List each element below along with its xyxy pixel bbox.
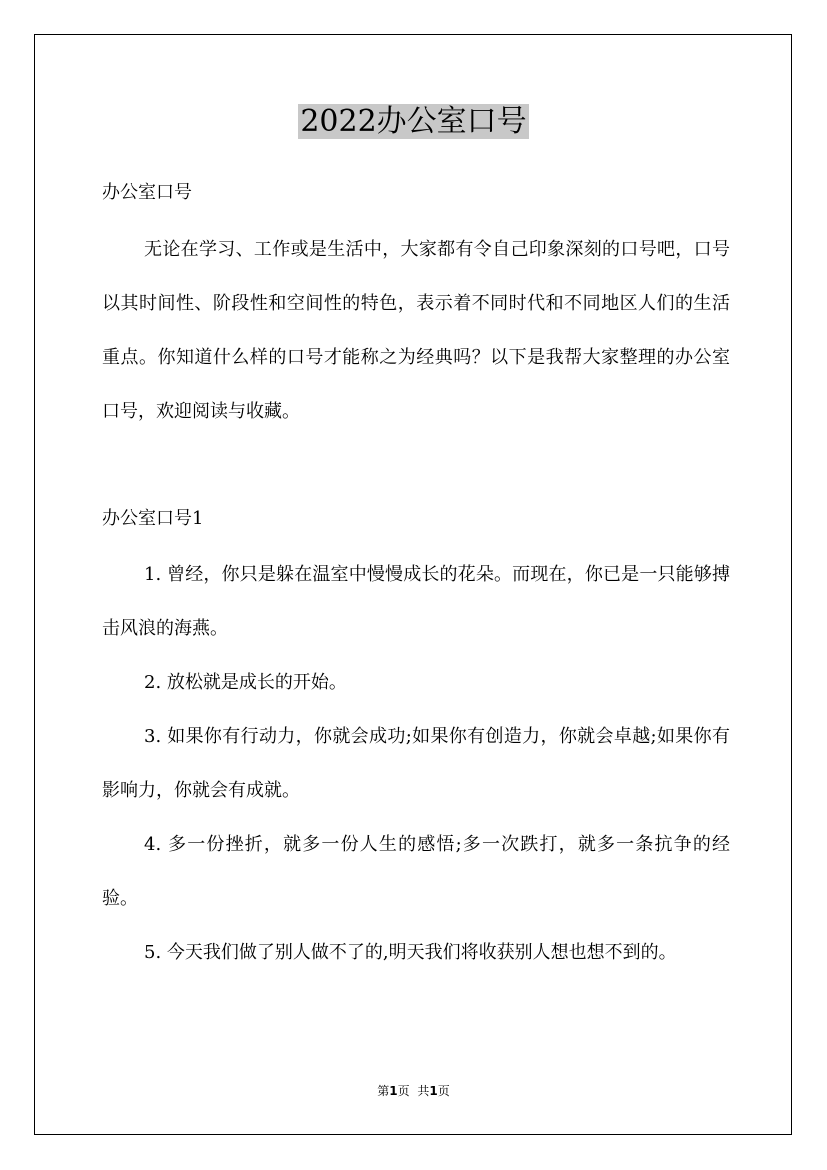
footer-total-prefix: 共 bbox=[417, 1084, 430, 1098]
slogan-item-5: 5. 今天我们做了别人做不了的,明天我们将收获别人想也想不到的。 bbox=[144, 942, 677, 963]
intro-heading: 办公室口号 bbox=[102, 182, 192, 203]
slogan-item-4: 4. 多一份挫折，就多一份人生的感悟;多一次跌打，就多一条抗争的经验。 bbox=[102, 834, 730, 909]
page-footer bbox=[0, 1082, 827, 1099]
slogan-item-2: 2. 放松就是成长的开始。 bbox=[144, 672, 347, 693]
document-title bbox=[0, 101, 827, 143]
footer-page-number: 1 bbox=[389, 1084, 398, 1098]
footer-total-number: 1 bbox=[429, 1084, 438, 1098]
slogan-list bbox=[102, 548, 730, 980]
document-title-text: 2022办公室口号 bbox=[300, 104, 527, 139]
footer-total-suffix: 页 bbox=[437, 1084, 450, 1098]
slogan-item-3: 3. 如果你有行动力，你就会成功;如果你有创造力，你就会卓越;如果你有影响力，你就会有成就。 bbox=[102, 726, 730, 801]
footer-page-suffix: 页 bbox=[397, 1084, 410, 1098]
intro-paragraph: 无论在学习、工作或是生活中，大家都有令自己印象深刻的口号吧，口号以其时间性、阶段性和空间性的特色，表示着不同时代和不同地区人们的生活重点。你知道什么样的口号才能称之为经典吗？以下是我帮大家整理的办公室口号，欢迎阅读与收藏。 bbox=[102, 239, 730, 422]
section-heading: 办公室口号1 bbox=[102, 508, 204, 529]
intro-block bbox=[102, 223, 730, 439]
footer-page-prefix: 第 bbox=[377, 1084, 390, 1098]
slogan-item-1: 1. 曾经，你只是躲在温室中慢慢成长的花朵。而现在，你已是一只能够搏击风浪的海燕。 bbox=[102, 564, 730, 639]
